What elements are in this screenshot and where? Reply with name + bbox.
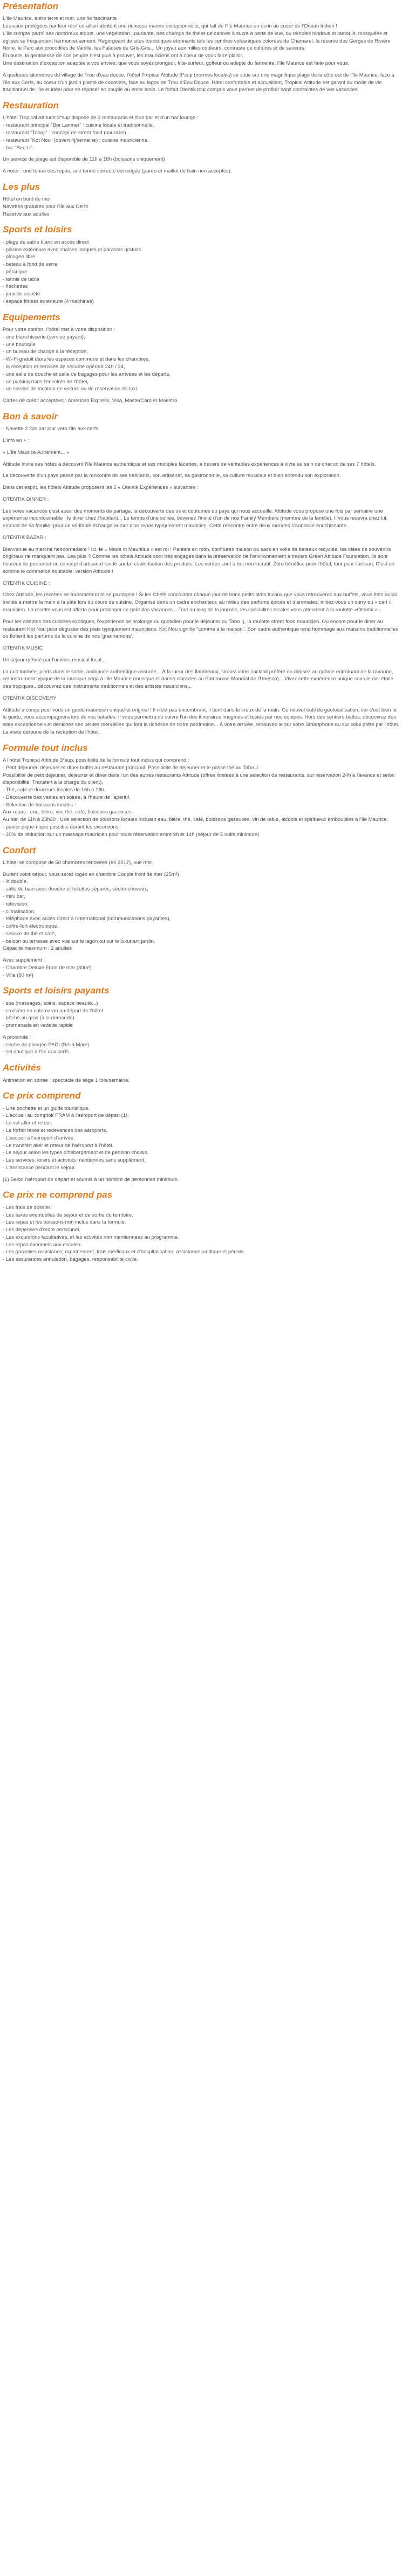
text-line: - une blanchisserie (service payant), <box>3 334 85 340</box>
text-line: - plage de sable blanc en accès direct <box>3 239 89 245</box>
text-line: - ski nautique à l'île aux cerfs. <box>3 1049 70 1055</box>
text-line: Attitude invite ses hôtes à découvrir l'île Maurice authentique et ses multiples facettes, à travers de véritables expériences à vivre au sein de chacun de ses 7 hôtels. <box>3 461 376 467</box>
text-line: Les voies vacances c'est aussi des moments de partage, la découverte des us et coutumes du pays qui nous accueille. Attitude vous propose une fois par semaine une expérience incontournable : le diner chez l'habitant... Le temps d'une soirée, devenez l'invité d'un de nos Family Members (membre de la famille). Il vous recevra chez lui, entouré de sa famille, pour un véritable échange autour d'un repas typiquement mauricien. Cette rencontre entre deux mondes s'annonce enrichissante... <box>3 508 388 529</box>
paragraph <box>3 534 401 542</box>
text-line: - Les taxes éventuelles de séjour et de sortie du territoire. <box>3 1212 133 1218</box>
section-title-activites: Activités <box>3 1062 41 1073</box>
text-line: Pour votre confort, l'hôtel met à votre disposition : <box>3 327 115 333</box>
text-line: Durant votre séjour, vous serez logés en chambre Couple front de mer (25m²) <box>3 871 179 878</box>
text-line: A l'hôtel Tropical Attitude 3*sup, possibilité de la formule tout inclus qui comprend : <box>3 757 189 764</box>
paragraph <box>3 707 401 736</box>
section-title-sports-payants: Sports et loisirs payants <box>3 985 110 996</box>
paragraph <box>3 437 401 445</box>
text-line: - balcon ou terrasse avec vue sur le lagon ou sur le luxuriant jardin. <box>3 938 155 944</box>
paragraph <box>3 1105 401 1172</box>
text-line: - pêche au gros (à la demande) <box>3 1015 74 1021</box>
paragraph <box>3 461 401 468</box>
paragraph <box>3 15 401 67</box>
text-line: Aux repas : eau, bière, vin, thé, café, boissons gazeuses. <box>3 809 133 816</box>
section-title-presentation: Présentation <box>3 1 58 11</box>
section-title-plus: Les plus <box>3 181 40 192</box>
paragraph <box>3 1176 401 1184</box>
paragraph <box>3 168 401 175</box>
text-line: L'île Maurice, entre terre et mer, une île fascinante ! <box>3 16 120 22</box>
section-title-prix-ne-comprend: Ce prix ne comprend pas <box>3 1190 113 1200</box>
text-line: - la réception et services de sécurité opérant 24h / 24, <box>3 363 125 370</box>
text-line: Cartes de crédit acceptées : American Express, Visa, MasterCard et Maestro <box>3 398 178 404</box>
paragraph <box>3 1034 401 1056</box>
text-line: - tennis de table <box>3 276 39 282</box>
text-line: - un bureau de change à la réception, <box>3 349 88 355</box>
text-line: - Les repas et les boissons non inclus dans la formule. <box>3 1219 126 1226</box>
text-line: - Le vol aller et retour. <box>3 1120 52 1127</box>
section-title-prix-comprend: Ce prix comprend <box>3 1090 81 1101</box>
paragraph <box>3 1204 401 1263</box>
paragraph <box>3 114 401 151</box>
paragraph <box>3 508 401 530</box>
section-title-restauration: Restauration <box>3 100 59 111</box>
text-line: OTENTIK BAZAR : <box>3 534 46 541</box>
text-line: - un service de location de voiture ou de réservation de taxi. <box>3 386 139 392</box>
text-line: - L'accueil à l'aéroport d'arrivée. <box>3 1135 75 1141</box>
text-line: L'île compte parmi ses nombreux atouts, une végétation luxuriante, des champs de thé et de cannes à sucre à perte de vue, ou temples hindous et tamouls, mosquées et églises se fréquentent harmonieusement. Regorgeant de sites touristiques étonnants tels les cendres volcaniques colorées de Chamarel, la réserve des Gorges de Rivière Noire, le Parc aux crocodiles de Vanille, les Falaises de Gris-Gris... Un joyau aux milles couleurs, contraste de cultures et de saveurs. <box>3 30 391 52</box>
text-line: - Les repas éventuels aux escales. <box>3 1241 82 1248</box>
text-line: - une salle de douche et salle de bagages pour les arrivées et les départs, <box>3 371 171 377</box>
paragraph <box>3 496 401 503</box>
paragraph <box>3 449 401 457</box>
text-line: La découverte d'un pays passe par la rencontre de ses habitants, son artisanat, sa gastronomie, sa culture musicale et bien entendu son exploration. <box>3 473 341 479</box>
text-line: Attitude a conçu pour vous un guide mauricien unique et original ! Il n'est pas encombrant, il tient dans le creux de la main. Ce nouvel outil de géolocalisation, car c'est bien là le guide, vous accompagnera lors de vos balades. Il vous permettra de suivre l'un des itinéraires imaginés et testés par nos équipes. Hors des sentiers battus, découvrez des sites exceptionnels et dénichez ces petites merveilles qui font la richesse de notre patrimoine... À votre arrivée, retrouvez-le sur votre Smartphone ou sur celui prêté par l'hôtel. La visite déroune de la réception de l'hôtel. <box>3 707 399 735</box>
text-line: - Les excursions facultatives, et les activités non mentionnées au programme. <box>3 1234 179 1240</box>
text-line: - Les frais de dossier. <box>3 1204 52 1211</box>
paragraph <box>3 196 401 218</box>
paragraph <box>3 484 401 492</box>
text-line: Navettes gratuites pour l'île aux Cerfs <box>3 203 88 210</box>
text-line: - spa (massages, soins, espace beauté...) <box>3 1000 98 1006</box>
text-line: - téléphone avec accès direct à l'international (communications payantes), <box>3 916 171 922</box>
text-line: - centre de plongée PADI (Bella Mare) <box>3 1041 90 1048</box>
text-line: - salle de bain avec douche et toilettes séparés, sèche-cheveux, <box>3 886 148 893</box>
text-line: - bateau à fond de verre <box>3 261 58 268</box>
text-line: L'info en + : <box>3 437 30 444</box>
paragraph <box>3 1000 401 1030</box>
paragraph <box>3 472 401 480</box>
text-line: Dans cet esprit, les hôtels Attitude proposent les 5 « Otentik Experiences » suivantes : <box>3 485 199 491</box>
text-line: - Le transfert aller et retour de l'aéroport à l'hôtel. <box>3 1142 114 1149</box>
text-line: - promenade en vedette rapide <box>3 1023 73 1029</box>
paragraph <box>3 645 401 652</box>
text-line: OTENTIK MUSIC <box>3 645 43 652</box>
text-line: Chez Attitude, les recettes se transmettent et se partagent ! Si les Chefs concoctent chaque jour de bons petits plats locaux que vous retrouverez aux buffets, vous êtes aussi invités à mettre la main à la pâte lors du cours de cuisine. Organisé dans un cadre enchanteur, au milieu des parfums épicés et d'aromates, initiez-vous un curry ou « cari » mauricien. La recette vous est offerte pour prolonger ce goût des vacances... Tout au long de la journée, les spécialités locales vous attendent à la roulotte «Otentik »... <box>3 592 397 613</box>
section-title-equipements: Equipements <box>3 312 60 322</box>
text-line: - piscine extérieure avec chaises longues et parasols gratuits <box>3 246 141 253</box>
text-line: L'hôtel Tropical Attitude 3*sup dispose de 3 restaurants et d'un bar et d'un bar lounge : <box>3 115 199 121</box>
text-line: - Sélection de boissons locales : <box>3 802 76 808</box>
paragraph <box>3 859 401 867</box>
paragraph <box>3 591 401 613</box>
text-line: - lit double, <box>3 879 28 885</box>
section-title-sports: Sports et loisirs <box>3 224 72 235</box>
text-line: OTENTIK CUISINE : <box>3 580 50 586</box>
text-line: Un séjour rythmé par l'univers musical local... <box>3 657 106 663</box>
text-line: - coffre-fort électronique, <box>3 923 59 930</box>
text-line: Avec supplément : <box>3 957 45 964</box>
text-line: - une boutique <box>3 341 36 348</box>
text-line: - Les garanties assistance, rapatriement, frais médicaux et d'hospitalisation, assistance juridique et pénale. <box>3 1249 246 1255</box>
text-line: - Les services, loisirs et activités mentionnés sans supplément. <box>3 1157 146 1164</box>
text-line: - restaurant "Tabaji" : concept de street food mauricien. <box>3 129 128 136</box>
text-line: La nuit tombée, pieds dans le sable, ambiance authentique assurée... À la lueur des flambeaux, sirotez votre cocktail préféré ou dansez au rythme entraînant de la ravanne, cet instrument typique de la musique séga à l'île Maurice (musique et danse classées au Patrimoine Mondial de l'Unesco)... Vivez cette expérience unique sous le ciel étoilé des tropiques...découvrez des instruments traditionnels et des artistes mauriciens... <box>3 668 393 690</box>
text-line: - Une pochette et un guide touristique. <box>3 1105 90 1111</box>
text-line: - Découverte des vaines en soirée, à l'heure de l'apéritif. <box>3 794 131 800</box>
page-content <box>0 0 404 1273</box>
text-line: A quelques kilomètres du village de Trou d'eau douce, l'hôtel Tropical Attitude 3*sup (normes locales) se situe sur une magnifique plage de la côte est de l'île Maurice, face à l'île aux Cerfs, au coeur d'un jardin planté de cocotiers, face au lagon de Trou d'Eau Douce. Hôtel confortable et accueillant, Tropical Attitude est garant du mode de vie traditionnel de l'île et idéal pour se reposer en couple ou entre amis. Le forfait Otentik tout compris vous permet de profiter sans contraintes de vos vacances. <box>3 72 394 93</box>
paragraph <box>3 757 401 838</box>
text-line: - croisière en catamaran au départ de l'hôtel <box>3 1007 103 1014</box>
text-line: Hôtel en bord de mer <box>3 196 51 203</box>
text-line: - climatisation, <box>3 908 36 915</box>
text-line: A proximité : <box>3 1034 31 1040</box>
text-line: - Chambre Deluxe Front de mer (30m²) <box>3 964 92 971</box>
text-line: - Les dépenses d'ordre personnel. <box>3 1227 80 1233</box>
text-line: Pour les adeptes des cuisines exotiques, l'expérience se prolonge ou quotidien pour le déjeuner ou Tabo :), la roulotte street food mauricien. Ou encore pour le diner au restaurant Kot Nou pour déguster des plats typiquement mauriciens. Kot Nou signifie "comme à la maison". Son cadre authentique rend hommage aux maisons traditionnelles ou flottent les parfums de la cuisine de nos 'grannamous'. <box>3 618 398 640</box>
text-line: A noter : une tenue des repas, une tenue correcte est exigée (paréo et maillot de bain non acceptés). <box>3 168 232 175</box>
text-line: (1) Selon l'aéroport de départ et soumis à un nombre de personnes minimum. <box>3 1176 179 1183</box>
text-line: Réservé aux adultes <box>3 211 50 217</box>
text-line: Les eaux protégées par leur récif corallien abritent une richesse marine exceptionnelle, qui fait de l'île Maurice un écrin au coeur de l'Océan Indien ! <box>3 23 337 30</box>
paragraph <box>3 72 401 94</box>
paragraph <box>3 668 401 690</box>
paragraph <box>3 618 401 640</box>
paragraph <box>3 1077 401 1085</box>
text-line: Capacité maximum : 2 adultes <box>3 945 72 952</box>
paragraph <box>3 239 401 306</box>
text-line: - L'accueil au comptoir FRAM à l'aéroport de départ (1). <box>3 1113 129 1119</box>
text-line: - Thé, café et douceurs locales de 16h à 18h. <box>3 787 106 793</box>
text-line: - restaurant principal "Bor Lanmer" : cuisine locale et traditionnelle. <box>3 122 154 129</box>
text-line: Bienvenue au marché hebdomadaire ! Ici, le « Made in Mauritius » est roi ! Paniers en rotin, confitures maison ou sacs en voile de bateaux recyclés, les idées de souvenirs originaux ne manquent pas. Les plus ? Comme les hôtels Attitude sont très engagés dans la préservation de l'environnement à travers Green Attitude Foundation, ils sont heureux de présenter un concept d'artisanat fondé sur la revalorisation des produits. Les ventes sont à but non lucratif. Zéro bénéfice pour l'hôtel, tout pour l'artisan. C'est en somme le commerce équitable, version Attitude ! <box>3 546 394 575</box>
paragraph <box>3 957 401 979</box>
text-line: Possibilité de petit déjeuner, déjeuner et dîner dans l'un des autres restaurants Attitude (offres limitées à une sélection de restaurants, sur réservation 24h à l'avance et selon disponibilité. Transfert à la charge du client). <box>3 772 395 786</box>
text-line: « L'île Maurice Autrement... » <box>3 449 70 455</box>
text-line: - Navette 2 fois par jour vers l'île aux cerfs. <box>3 426 100 432</box>
text-line: - restaurant "Kot Nou" (ouvert 4j/semaine) : cuisine mauricienne. <box>3 137 149 143</box>
text-line: - panier pique-nique possible durant les excursions. <box>3 824 120 830</box>
text-line: - L'assistance pendant le séjour. <box>3 1164 76 1171</box>
paragraph <box>3 657 401 664</box>
text-line: Au bar, de 11h à 23h30 : Une sélection de boissons locales incluant eau, bière, thé, café, boissons gazeuses, vin de table, alcools et spiritueux emboutillés à l'île Maurice. <box>3 817 388 823</box>
text-line: - Le séjour selon les types d'hébergement et de pension choisis. <box>3 1150 149 1156</box>
text-line: Une destination d'exception adaptée à vos envies; que vous soyez plongeur, kite-surfeur, golfeur ou adepte du farniente, l'île Maurice est faite pour vous. <box>3 60 350 66</box>
text-line: - télévision, <box>3 901 29 907</box>
text-line: En outre, la gentillesse de son peuple n'est plus à prouver, les mauriciens ont à coeur de vous faire plaisir. <box>3 53 243 59</box>
text-line: - Petit déjeuner, déjeuner et dîner buffet au restaurant principal. Possibilité de déjeuner et le passé thé au Tabo J. <box>3 764 260 771</box>
text-line: - service de thé et café, <box>3 930 56 937</box>
text-line: - 20% de réduction sur un massage mauricien pour toute réservation entre 9h et 14h (séjour de 5 nuits minimum) <box>3 831 260 838</box>
text-line: Un service de plage est disponible de 11h à 16h (boissons uniquement) <box>3 156 165 163</box>
paragraph <box>3 397 401 405</box>
paragraph <box>3 871 401 952</box>
text-line: - Le forfait taxes et redevances des aéroports. <box>3 1127 107 1134</box>
text-line: - bar "Seo U". <box>3 144 34 151</box>
paragraph <box>3 546 401 576</box>
text-line: - plongée libre <box>3 254 36 260</box>
text-line: - mini bar, <box>3 893 25 900</box>
text-line: Animation en soirée : spectacle de séga 1 fois/semaine. <box>3 1077 129 1083</box>
text-line: - Les assurances annulation, bagages, responsabilité civile. <box>3 1256 138 1263</box>
text-line: - jeux de société <box>3 291 40 298</box>
text-line: - fléchettes <box>3 284 28 290</box>
text-line: - Villa (60 m²) <box>3 972 33 978</box>
section-title-confort: Confort <box>3 845 36 855</box>
paragraph <box>3 580 401 588</box>
section-title-bon-a-savoir: Bon à savoir <box>3 411 58 422</box>
text-line: OTENTIK DINNER : <box>3 496 49 502</box>
text-line: - un parking dans l'enceinte de l'hôtel, <box>3 378 88 385</box>
text-line: - Wi-Fi gratuit dans les espaces communs et dans les chambres, <box>3 356 150 363</box>
text-line: - pétanque <box>3 268 28 275</box>
paragraph <box>3 425 401 433</box>
section-title-formule: Formule tout inclus <box>3 742 88 753</box>
paragraph <box>3 156 401 163</box>
text-line: OTENTIK DISCOVERY <box>3 695 57 701</box>
paragraph <box>3 695 401 702</box>
paragraph <box>3 326 401 393</box>
text-line: - espace fitness extérieure (4 machines) <box>3 299 94 305</box>
text-line: L'hôtel se compose de 58 chambres rénovées (en 2017), vue mer. <box>3 859 154 866</box>
